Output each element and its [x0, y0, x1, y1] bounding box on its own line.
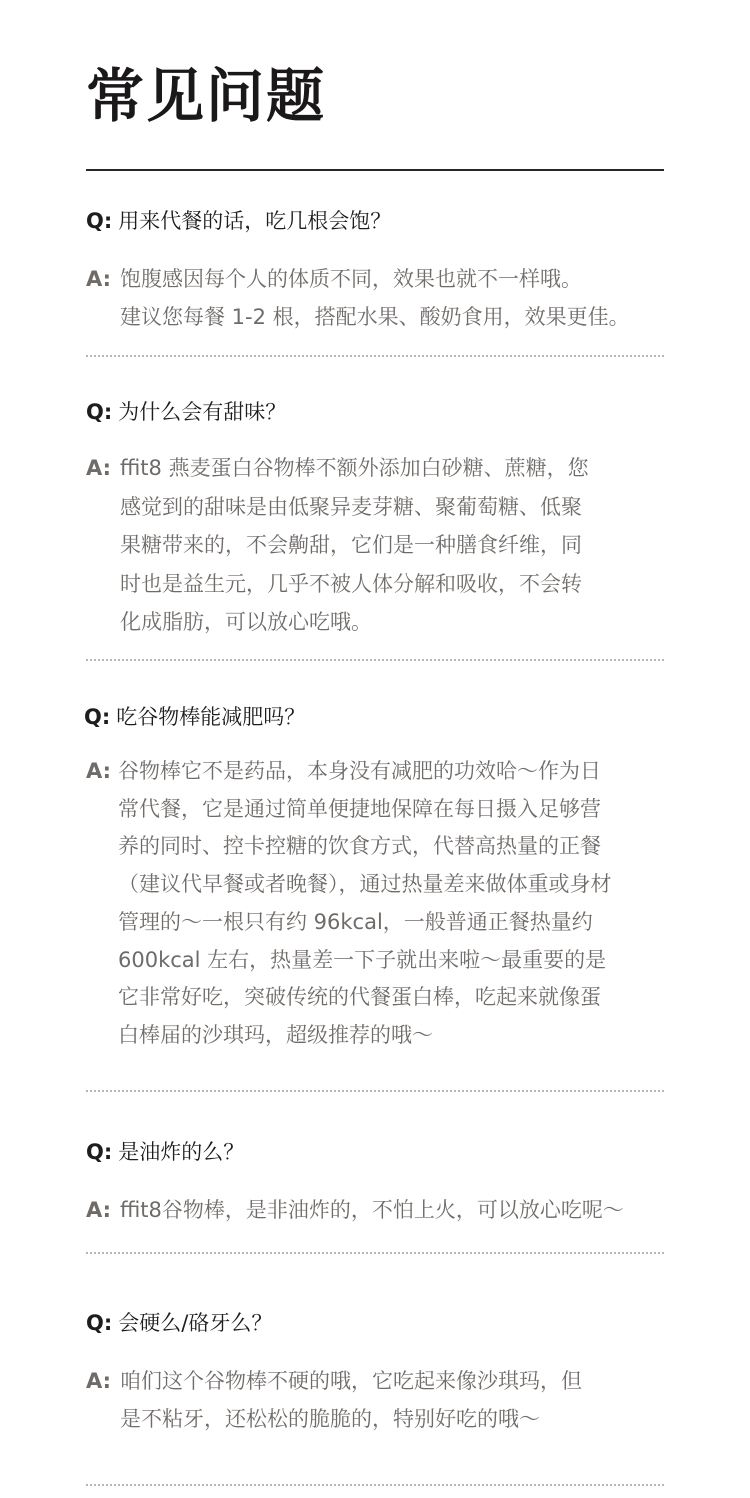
question-marker: Q: [86, 400, 113, 424]
answer-line: 时也是益生元，几乎不被人体分解和吸收，不会转 [120, 571, 582, 596]
answer-line: ffit8谷物棒，是非油炸的，不怕上火，可以放心吃呢～ [120, 1198, 624, 1222]
question-text: 吃谷物棒能减肥吗？ [116, 705, 306, 729]
answer-line: 它非常好吃，突破传统的代餐蛋白棒，吃起来就像蛋 [118, 985, 601, 1010]
answer-line: （建议代早餐或者晚餐），通过热量差来做体重或身材 [118, 872, 612, 897]
question-text: 是油炸的么？ [118, 1140, 245, 1164]
answer-line: ffit8 燕麦蛋白谷物棒不额外添加白砂糖、蔗糖，您 [120, 456, 589, 480]
answer-marker: A: [86, 267, 112, 291]
faq-answer-4 [86, 1191, 676, 1229]
answer-line: 感觉到的甜味是由低聚异麦芽糖、聚葡萄糖、低聚 [120, 494, 582, 519]
faq-answer-5 [86, 1362, 676, 1438]
answer-line: 是不粘牙，还松松的脆脆的，特别好吃的哦～ [120, 1407, 540, 1431]
faq-question-2 [86, 397, 686, 427]
faq-divider [86, 1252, 664, 1254]
answer-marker: A: [86, 456, 112, 480]
answer-line: 化成脂肪，可以放心吃哦。 [120, 610, 372, 634]
faq-answer-2 [86, 449, 676, 642]
faq-divider [86, 1484, 664, 1486]
answer-line: 600kcal 左右，热量差一下子就出来啦～最重要的是 [118, 947, 607, 972]
page-title: 常见问题 [86, 62, 327, 130]
answer-line: 管理的～一根只有约 96kcal，一般普通正餐热量约 [118, 909, 593, 934]
faq-question-1 [86, 206, 686, 236]
answer-line: 建议您每餐 1-2 根，搭配水果、酸奶食用，效果更佳。 [120, 305, 630, 329]
answer-line: 养的同时、控卡控糖的饮食方式，代替高热量的正餐 [118, 834, 601, 859]
answer-marker: A: [86, 1198, 112, 1222]
answer-marker: A: [86, 1369, 112, 1393]
faq-divider [86, 1090, 664, 1092]
title-divider [86, 169, 664, 171]
question-marker: Q: [86, 1140, 113, 1164]
faq-answer-1 [86, 260, 676, 336]
faq-question-4 [86, 1137, 686, 1167]
question-text: 用来代餐的话，吃几根会饱？ [118, 209, 392, 233]
answer-line: 饱腹感因每个人的体质不同，效果也就不一样哦。 [120, 267, 582, 291]
answer-line: 常代餐，它是通过简单便捷地保障在每日摄入足够营 [118, 796, 601, 821]
answer-marker: A: [86, 759, 112, 783]
question-marker: Q: [86, 209, 113, 233]
question-text: 会硬么/硌牙么？ [118, 1311, 273, 1335]
faq-question-3 [84, 702, 684, 732]
faq-divider [86, 355, 664, 357]
question-text: 为什么会有甜味？ [118, 400, 287, 424]
answer-line: 果糖带来的，不会齁甜，它们是一种膳食纤维，同 [120, 533, 582, 557]
answer-line: 咱们这个谷物棒不硬的哦，它吃起来像沙琪玛，但 [120, 1369, 582, 1393]
faq-answer-3 [86, 753, 676, 1055]
question-marker: Q: [84, 705, 111, 729]
answer-line: 谷物棒它不是药品，本身没有减肥的功效哈～作为日 [118, 759, 601, 783]
faq-question-5 [86, 1308, 686, 1338]
answer-line: 白棒届的沙琪玛，超级推荐的哦～ [118, 1022, 433, 1047]
faq-divider [86, 659, 664, 661]
question-marker: Q: [86, 1311, 113, 1335]
